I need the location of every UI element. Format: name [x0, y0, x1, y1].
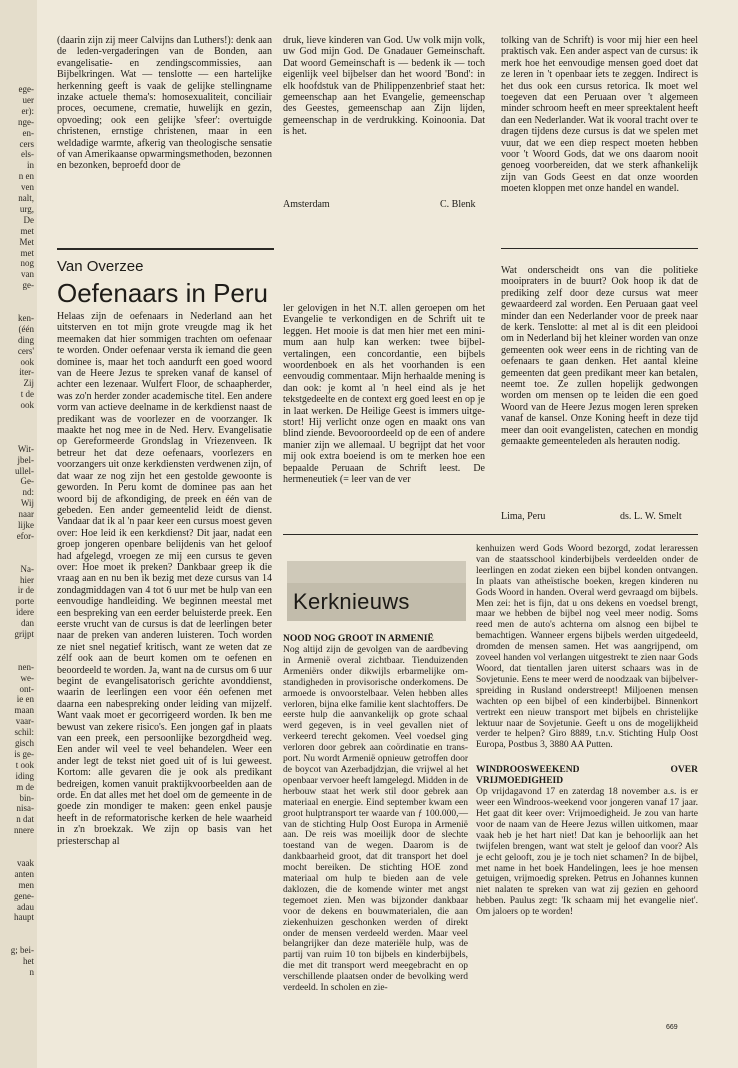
gutter-fragment: in: [26, 160, 34, 171]
gutter-fragment: De: [23, 214, 34, 225]
gutter-fragment: dan: [21, 618, 34, 629]
gutter-fragment: met: [20, 225, 34, 236]
kerknieuws-banner: [287, 561, 466, 621]
gutter-fragment: nge-: [18, 116, 34, 127]
gutter-fragment: haupt: [14, 912, 34, 923]
gutter-fragment: nisa-: [16, 803, 34, 814]
gutter-fragment: we-: [20, 672, 34, 683]
gutter-fragment: n: [29, 966, 34, 977]
gutter-fragment: ge-: [22, 280, 34, 291]
article-title: Oefenaars in Peru: [57, 278, 269, 308]
gutter-fragment: ie en: [16, 694, 34, 705]
gutter-fragment: gisch: [15, 738, 34, 748]
gutter-fragment: anten: [14, 868, 34, 879]
gutter-fragment: t ook: [15, 759, 34, 770]
armenie-text: Nog altijd zijn de gevolgen van de aardbeving in Armenië overal zichtbaar. Tienduizenden Armeniërs onder dikwijls erbarmelijke omstandigheden in provisorische onderkomens. De armoede is onvoorstelbaar. Velen hebben alles verloren, bijna elke familie kent slachtoffers. De eerste hulp die aanvankelijk op grote schaal werd gegeven, is in veel gevallen niet of verkeerd terecht gekomen. Veel voedsel ging verloren door gebrek aan coördinatie en transport. Nu wordt Armenië opnieuw getroffen door de boycot van Azerbadjdzjan, die vrijwel al het openbaar vervoer heeft lamgelegd. Midden in de herbouw staat het werk stil door gebrek aan materiaal en energie. Eind september kwam een groot hulptransport ter waarde van ƒ 100.000,— van de stichting Hulp Oost Europa in Armenië aan. De reis was moeilijk door de slechte toestand van de wegen. Daarom is de dankbaarheid groot, dat dit transport het doel mocht bereiken. De stichting HOE zond materiaal om hulp te bieden aan de vele daklozen, die de komende winter met angst tegemoet zien. Men was bijzonder dankbaar voor de dekens en bouwmaterialen, die aan ziekenhuizen geschonken werden of direkt onder de mensen verdeeld werden. Maar veel belangrijker dan deze materiële hulp, was de partij van ruim 10 ton bijbels en kinderbijbels, die met dit transport werd meegebracht en op verschillende plaatsen onder de bevolking werd verdeeld. In scholen en zie-: [283, 645, 468, 994]
gutter-fragment: Wit-: [17, 443, 34, 454]
gutter-fragment: grijpt: [14, 629, 34, 639]
armenie-column: [283, 634, 468, 994]
gutter-fragment: is ge-: [14, 748, 34, 759]
gutter-fragment: ook: [20, 356, 34, 367]
armenie-heading: NOOD NOG GROOT IN ARMENIË: [283, 634, 434, 644]
gutter-fragment: ook: [20, 400, 34, 411]
section-divider: [57, 248, 274, 250]
gutter-fragment: porte: [15, 596, 34, 607]
gutter-fragment: els-: [21, 149, 34, 160]
news-right-column: [476, 544, 698, 918]
gutter-fragment: Wij: [20, 498, 34, 509]
article-kicker: Van Overzee: [57, 258, 144, 275]
gutter-fragment: uer: [22, 94, 34, 105]
gutter-fragment: (één: [18, 323, 34, 334]
previous-page-gutter: [0, 0, 37, 1068]
page-number: 669: [666, 1024, 678, 1031]
windroos-heading: WINDROOSWEEKEND OVER VRIJMOEDIGHEID: [476, 765, 698, 787]
column-rule: [501, 248, 698, 249]
gutter-fragment: nnere: [14, 825, 34, 836]
gutter-fragment: n dat: [16, 814, 34, 825]
bijbel-distribution-text: kenhuizen werd Gods Woord bezorgd, zodat leraressen van de staatsschool kinderbijbels verdeelden onder de leerlingen en zodat zieken een bijbel konden ontvangen. In plaats van atheïstische boeken, kregen kinderen nu Gods Woord in handen. Overal werd gevraagd om bijbels. Men zei: het is fijn, dat u ons dekens en voedsel brengt, maar we hebben de bijbel nog veel meer nodig. Soms reed men de auto's achterna om alsnog een bijbel te bemachtigen. Wanneer ergens bijbels werden uitgedeeld, dromden de mensen samen. Het was aangrijpend, om zoveel handen vol verlangen uitgestrekt te zien naar Gods Woord, dat tientallen jaren uiterst schaars was in de Sovjetunie. Eens te meer werd de noodzaak van bijbelverspreiding in Rusland onderstreept! Miljoenen mensen wachten op een bijbel of een kinderbijbel. Binnenkort vertrekt een nieuw transport met bijbels en christelijke lektuur naar de Sovjetunie. Geeft u ons de mogelijkheid verder te helpen? Giro 8889, t.n.v. Stichting Hulp Oost Europa, Postbus 3, 3880 AA Putten.: [476, 544, 698, 751]
gutter-fragment: ege-: [18, 84, 34, 94]
windroos-text: Op vrijdagavond 17 en zaterdag 18 november a.s. is er weer een Windroos-weekend voor jongeren vanaf 17 jaar. Het gaat dit keer over: Vrijmoedigheid. Je zou van harte voor de naam van de Heere Jezus willen uitkomen, maar vaak heb je het hart niet! Dat kan je behoorlijk aan het twijfelen brengen, want wat stelt je geloof dan voor? Als je echt gelooft, zou je je toch niet schamen? In de bijbel, met name in het boek Handelingen, lees je hoe mensen getuigen, vrijmoedig spreken. Petrus en Johannes kunnen niet nalaten te spreken van wat zij gezien en gehoord hebben. Paulus zegt: 'Ik schaam mij het evangelie niet'. Om jaloers op te worden!: [476, 787, 698, 918]
gutter-fragment: cers: [19, 138, 34, 149]
article-signature-author: ds. L. W. Smelt: [620, 511, 682, 522]
article-signature-place: Lima, Peru: [501, 511, 546, 522]
gutter-fragment: nog: [20, 258, 34, 269]
gutter-fragment: iter-: [19, 367, 34, 378]
gutter-fragment: vaar-: [15, 716, 34, 727]
top-column-1: (daarin zijn zij meer Calvijns dan Luthers!): denk aan de leden-vergaderingen van de Bonden, aan evangelisatie- en zendingscommissies, aan Bijbelkringen. Wat — tenslotte — een hartelijke herkenning geeft is vaak de gelijke stellingname inzake actuele thema's: homosexualiteit, conciliair proces, oecumene, crematie, huwelijk en gezin, opvoeding; ook een gelijke 'sfeer': overtuigde christenen, ernstige christenen, maar in een weldadige warmte, afkerig van theologische sensatie of van Amerikaanse opwarmingsmethoden, bezonnen en bezonken, beproefd door de: [57, 35, 272, 172]
gutter-fragment: urg,: [19, 203, 34, 214]
gutter-fragment: Met: [19, 236, 34, 247]
gutter-fragment: adau: [17, 901, 34, 912]
gutter-fragment: m de: [16, 781, 34, 792]
gutter-fragment: ont-: [19, 683, 34, 694]
gutter-fragment: met: [20, 247, 34, 258]
gutter-fragment: en-: [22, 127, 34, 138]
article-column-2: ler gelovigen in het N.T. allen geroepen om het Evangelie te verkondigen en de Schrift uit te leggen. Het mooie is dat men hier met een minimum aan hulp kan werken: twee bijbelvertalingen, een concordantie, een bijbels woordenboek en als het voorhanden is een eenvoudig commentaar. Mijn herhaalde mening is dan ook: je komt al 'n heel eind als je het tekstgedeelte en de context erg goed leest en op je in laat werken. De Heilige Geest is immers uitgestort! Hij verlicht onze ogen en maakt ons van blind ziende. Bevooroordeeld op de een of andere manier zijn we allemaal. U begrijpt dat het voor mij ook extra boeiend is om te merken hoe een bepaalde Peruaan de Schrift leest. De hermeneutiek (= leer van de ver: [283, 303, 485, 486]
gutter-fragment: jbel-: [17, 454, 34, 465]
top-column-3: tolking van de Schrift) is voor mij hier een heel praktisch vak. Een ander aspect van de cursus: ik merk hoe het eenvoudige mensen goed doet dat ze leren in 't openbaar iets te zeggen. Indirect is het dus ook een cursus retorica. Ik moet wel toegeven dat een Peruaan over 't algemeen minder schroom heeft en meer spreektalent heeft dan een Nederlander. Wat ik vooral tracht over te dragen tijdens deze cursus is dat we spelen met vuur, dat we een diep respect moeten hebben voor 't Woord Gods, dat we ons daarom nooit genoeg voorbereiden, dat we sterk afhankelijk zijn van Gods Geest en dat onze woorden moeten kloppen met onze handel en wandel.: [501, 35, 698, 195]
gutter-fragment: schil:: [14, 727, 34, 738]
gutter-fragment: ken-: [18, 312, 34, 323]
top-column-2: druk, lieve kinderen van God. Uw volk mijn volk, uw God mijn God. De Gnadauer Gemeinschaft. Dat woord Gemeinschaft is — bedenk ik — toch eigenlijk veel bijbelser dan het woord 'Bond': in elk hoofdstuk van de Philippenzenbrief staat het: gemeenschap aan het Evangelie, gemeenschap des Geestes, gemeenschap aan Zijn lijden, gemeenschap in de verdrukking. Koinoonia. Dat is het.: [283, 35, 485, 138]
gutter-fragment: vaak: [17, 857, 34, 868]
gutter-fragment: ullel-: [15, 465, 34, 476]
gutter-fragment: efor-: [16, 530, 34, 541]
gutter-fragment: Ge-: [20, 476, 34, 487]
kerknieuws-divider: [283, 534, 698, 535]
gutter-fragment: ven: [21, 182, 34, 193]
gutter-fragment: men: [18, 879, 34, 890]
gutter-fragment: naar: [18, 509, 34, 520]
gutter-fragment: Zij: [23, 378, 34, 389]
gutter-fragment: van: [21, 269, 34, 280]
gutter-fragment: cers': [17, 345, 34, 356]
gutter-fragment: bin-: [19, 792, 34, 803]
gutter-fragment: ding: [17, 334, 34, 345]
gutter-fragment: maan: [14, 705, 34, 716]
signature-author: C. Blenk: [440, 199, 476, 210]
gutter-fragment: Na-: [20, 563, 34, 574]
gutter-fragment: nen-: [18, 661, 34, 672]
gutter-fragment: gene-: [14, 890, 34, 901]
gutter-fragment: het: [23, 956, 34, 966]
gutter-fragment: t de: [20, 389, 34, 400]
gutter-fragment: g; bei-: [10, 945, 34, 956]
gutter-fragment: nalt,: [18, 193, 34, 203]
signature-place: Amsterdam: [283, 199, 330, 210]
gutter-fragment: idere: [16, 607, 34, 618]
gutter-fragment: n en: [18, 171, 34, 182]
gutter-fragment: nd:: [22, 487, 34, 498]
gutter-fragment: ir de: [17, 585, 34, 596]
article-column-1: Helaas zijn de oefenaars in Nederland aan het uitsterven en tot mijn grote vreugde mag ik het meemaken dat hier sommigen trachten om oefenaar te worden. Onder oefenaar versta ik iemand die geen dominee is, maar het toch aandurft een goed woord van de Heere Jezus te spreken vanaf de kansel of achter een lezenaar. Wulfert Floor, de schaapherder, was zo'n herder zonder academische titel. Een andere vorm van actieve deelname in de kerkdienst naast de predikant was de voorlezer en de voorzanger. Ik maakte het nog mee in de Ned. Herv. Evangelisatie op Gereformeerde Grondslag in Vriezenveen. Ik betreur het dat deze oefenaars, voorlezers en voorzangers uit onze kerkdiensten verdwenen zijn, of dat waar ze nog zijn het een gestolde gewoonte is geworden. In Peru komt de dominee pas aan het woord bij de afkondiging, de preek en één van de gebeden. Een ander gemeentelid leidt de dienst. Vandaar dat ik al 'n paar keer een cursus moest geven over: Hoe leid ik een kerkdienst? Dit jaar, nadat een groep jongeren openbare belijdenis van het geloof had afgelegd, vroegen ze mij een cursus te geven over: Hoe moet ik preken? Dankbaar greep ik die vraag aan en nu ben ik bezig met deze cursus van 14 zondagmiddagen van 4 tot 6 uur met be hulp van een eenvoudige handleiding. We beginnen meestal met een bespreking van een eerder beluisterde preek. Een eerste vrucht van de cursus is dat de leerlingen beter naar de preken van anderen luisteren. Toch worden ze niet snel negatief kritisch, want ze weten dat ze zélf ook aan de beurt komen om te oefenen en beoordeeld te worden. Ja, want na de cursus om 6 uur begint de evangelisatorisch gerichte avonddienst, waarin de leerlingen een voor één oefenen met daarna een nabespreking onder leiding van mijzelf. Want vaak moet er gecorrigeerd worden. Ik ben me bewust van zekere risico's. Een jongen gaf in plaats van een preek, een persoonlijke bezorgdheid weg. Een ander wil veel te veel behandelen. Weer een ander legt de tekst niet goed uit of is lui geweest. Kortom: alle gevaren die je ook als predikant bedreigen, komen vanuit praktijkvoorbeelden aan de orde. En dat alles met het doel om de gemeente in de goede zin mondiger te maken: geen enkel pausje heeft in de reformatorische kerken de hele waarheid in z'n broekzak. We zijn op basis van het priesterschap al: [57, 311, 272, 847]
gutter-fragment: hier: [20, 574, 34, 585]
gutter-fragment: iding: [15, 770, 34, 781]
article-column-3: Wat onderscheidt ons van die politieke mooipraters in de buurt? Ook hoop ik dat de prediking zelf door deze cursus wat meer gewaardeerd zal worden. Een Peruaan gaat veel minder dan een Nederlander voor de preek naar de kerk. Tenslotte: al met al is dit een pleidooi om in Nederland bij het kleiner worden van onze gemeenten ook weer eens in de richting van de oefenaars te gaan denken. Het aantal kleine gemeenten dat geen predikant meer kan betalen, neemt toe. Ze zullen hopelijk gedwongen worden om mensen op te leiden die een goed Woord van de Heere Jezus mogen leren spreken vanaf de kansel. Onze Koning heeft in deze tijd meer dan ooit evangelisten, catechen en mondig gemaakte gemeenteleden als herauten nodig.: [501, 265, 698, 448]
gutter-fragment: er):: [21, 105, 34, 116]
gutter-fragment: lijke: [18, 520, 34, 530]
kerknieuws-title: Kerknieuws: [293, 589, 410, 614]
